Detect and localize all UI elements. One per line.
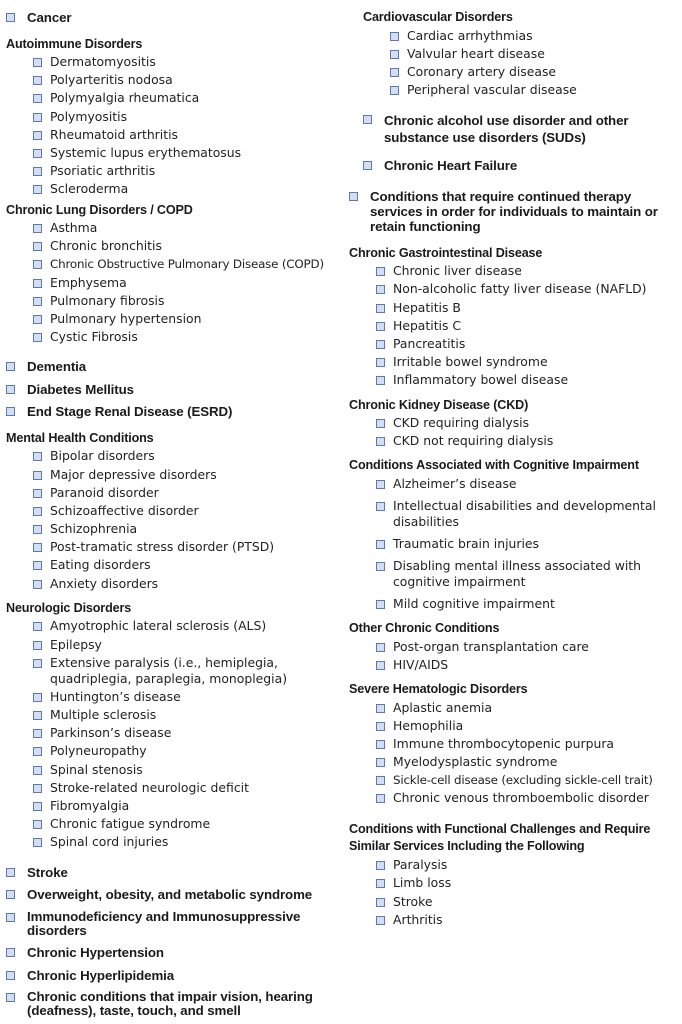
checkbox[interactable] [6,971,15,980]
checkbox[interactable] [376,776,385,785]
checkbox[interactable] [33,561,42,570]
checkbox[interactable] [33,580,42,589]
checkbox[interactable] [33,659,42,668]
item-label: Sickle-cell disease (excluding sickle-cell trait) [393,773,653,788]
list-item[interactable] [376,318,679,334]
cognitive-title: Conditions Associated with Cognitive Impairment [349,458,639,473]
list-item[interactable] [376,415,679,431]
diabetes-item[interactable] [6,382,342,397]
list-item[interactable] [33,707,342,723]
hypertension-item[interactable] [6,945,342,960]
checkbox[interactable] [6,993,15,1002]
list-item[interactable] [376,372,679,388]
list-item[interactable] [33,145,342,161]
neurologic-group [6,601,342,851]
item-label: Coronary artery disease [407,63,557,79]
immunodeficiency-item[interactable] [6,910,342,938]
list-item[interactable] [33,576,342,592]
list-item[interactable] [33,163,342,179]
checkbox[interactable] [33,820,42,829]
mental-health-title: Mental Health Conditions [6,430,154,445]
item-label: Bipolar disorders [50,448,155,464]
checkbox[interactable] [6,868,15,877]
item-label: HIV/AIDS [393,656,449,672]
kidney-title: Chronic Kidney Disease (CKD) [349,397,529,412]
list-item[interactable] [376,657,679,673]
functional-group [349,821,679,928]
mental-health-group [6,431,342,592]
list-item[interactable] [376,718,679,734]
list-item[interactable] [376,754,679,770]
checkbox[interactable] [376,376,385,385]
checkbox[interactable] [376,916,385,925]
checkbox[interactable] [390,50,399,59]
item-label: Dermatomyositis [50,54,156,69]
checkbox[interactable] [33,242,42,251]
checkbox[interactable] [376,600,385,609]
item-label: Huntington’s disease [50,688,181,704]
list-item[interactable] [376,281,679,297]
list-item[interactable] [33,798,342,814]
item-label: Hemophilia [393,717,464,733]
item-label: Rheumatoid arthritis [50,126,178,142]
list-item[interactable] [33,467,342,483]
checkbox[interactable] [33,224,42,233]
hematologic-group [349,682,679,806]
list-item[interactable] [376,558,679,590]
checkbox[interactable] [376,540,385,549]
item-label: Disabling mental illness associated with cognitive impairment [393,557,641,589]
item-label: Schizophrenia [50,521,138,537]
item-label: Systemic lupus erythematosus [50,144,242,160]
item-label: Fibromyalgia [50,798,130,813]
item-label: Major depressive disorders [50,466,217,482]
list-item[interactable] [33,220,342,236]
other-chronic-title: Other Chronic Conditions [349,621,500,636]
list-item[interactable] [33,311,342,327]
item-label: Pulmonary hypertension [50,310,202,326]
heart-failure-item[interactable] [363,158,679,173]
overweight-label: Overweight, obesity, and metabolic syndrome [27,887,313,903]
item-label: Extensive paralysis (i.e., hemiplegia, quadriplegia, paraplegia, monoplegia) [50,654,288,686]
gastrointestinal-title: Chronic Gastrointestinal Disease [349,245,543,260]
checkbox[interactable] [376,502,385,511]
checkbox[interactable] [376,562,385,571]
therapy-item[interactable] [349,189,679,234]
checkbox[interactable] [376,285,385,294]
checkbox[interactable] [33,167,42,176]
item-label: Psoriatic arthritis [50,163,156,179]
checkbox[interactable] [390,32,399,41]
item-label: Eating disorders [50,557,151,573]
checkbox[interactable] [33,131,42,140]
senses-item[interactable] [6,990,342,1018]
checkbox[interactable] [6,362,15,371]
lung-group [6,203,342,346]
checkbox[interactable] [376,861,385,870]
checkbox[interactable] [376,704,385,713]
heart-failure-label: Chronic Heart Failure [384,157,518,173]
item-label: Emphysema [50,274,127,290]
cancer-item[interactable] [6,10,342,25]
list-item[interactable] [376,263,679,279]
gastrointestinal-group [349,246,679,389]
other-chronic-group [349,621,679,673]
item-label: Chronic liver disease [393,263,522,279]
item-label: Post-tramatic stress disorder (PTSD) [50,539,275,555]
overweight-item[interactable] [6,887,342,902]
list-item[interactable] [376,536,679,552]
item-label: Mild cognitive impairment [393,595,555,611]
item-label: Limb loss [393,875,452,891]
list-item[interactable] [33,329,342,345]
list-item[interactable] [33,109,342,125]
list-item[interactable] [376,596,679,612]
checkbox[interactable] [33,315,42,324]
item-label: Irritable bowel syndrome [393,354,548,370]
checkbox[interactable] [376,643,385,652]
checkbox[interactable] [33,693,42,702]
item-label: Peripheral vascular disease [407,82,577,98]
item-label: Scleroderma [50,181,129,197]
checkbox[interactable] [376,267,385,276]
checkbox[interactable] [390,86,399,95]
hypertension-label: Chronic Hypertension [27,945,164,961]
cancer-label: Cancer [27,10,72,25]
checkbox[interactable] [6,890,15,899]
list-item[interactable] [33,90,342,106]
list-item[interactable] [33,618,342,634]
lung-title: Chronic Lung Disorders / COPD [6,202,193,217]
list-item[interactable] [33,448,342,464]
list-item[interactable] [33,127,342,143]
checkbox[interactable] [376,419,385,428]
list-item[interactable] [33,54,342,70]
list-item[interactable] [33,485,342,501]
right-column [349,10,679,930]
alcohol-label: Chronic alcohol use disorder and other substance use disorders (SUDs) [384,113,629,146]
item-label: Polyarteritis nodosa [50,72,173,88]
item-label: Amyotrophic lateral sclerosis (ALS) [50,618,267,634]
checkbox[interactable] [33,58,42,67]
item-label: CKD requiring dialysis [393,415,530,431]
checkbox[interactable] [33,838,42,847]
checkbox[interactable] [33,507,42,516]
list-item[interactable] [33,816,342,832]
list-item[interactable] [33,503,342,519]
checkbox[interactable] [376,898,385,907]
stroke-item[interactable] [6,865,342,880]
checkbox[interactable] [376,322,385,331]
item-label: Pulmonary fibrosis [50,292,165,308]
list-item[interactable] [33,521,342,537]
diabetes-label: Diabetes Mellitus [27,381,134,397]
checkbox[interactable] [376,722,385,731]
autoimmune-group [6,37,342,198]
checkbox[interactable] [390,68,399,77]
list-item[interactable] [33,557,342,573]
list-item[interactable] [33,780,342,796]
item-label: Parkinson’s disease [50,725,172,741]
checkbox[interactable] [349,192,358,201]
kidney-group [349,398,679,450]
item-label: Paralysis [393,857,448,873]
item-label: Cardiac arrhythmias [407,27,533,43]
checkbox[interactable] [376,340,385,349]
item-label: Multiple sclerosis [50,707,157,723]
checkbox[interactable] [376,661,385,670]
checkbox[interactable] [33,297,42,306]
checkbox[interactable] [33,622,42,631]
checkbox[interactable] [363,115,372,124]
list-item[interactable] [376,433,679,449]
item-label: Polymyositis [50,108,128,124]
list-item[interactable] [33,743,342,759]
checkbox[interactable] [33,747,42,756]
item-label: Stroke [393,893,433,909]
item-label: Anxiety disorders [50,575,159,591]
item-label: Non-alcoholic fatty liver disease (NAFLD) [393,281,647,297]
item-label: Epilepsy [50,636,102,652]
checkbox[interactable] [376,879,385,888]
checkbox[interactable] [6,407,15,416]
item-label: Schizoaffective disorder [50,502,199,518]
checkbox[interactable] [33,279,42,288]
checkbox[interactable] [33,489,42,498]
checkbox[interactable] [376,358,385,367]
checkbox[interactable] [33,76,42,85]
list-item[interactable] [33,637,342,653]
list-item[interactable] [376,857,679,873]
item-label: Polyneuropathy [50,743,147,759]
cognitive-group [349,458,679,612]
hyperlipidemia-label: Chronic Hyperlipidemia [27,967,175,983]
item-label: Cystic Fibrosis [50,329,138,345]
list-item[interactable] [376,772,679,788]
checkbox[interactable] [33,543,42,552]
checkbox[interactable] [376,740,385,749]
list-item[interactable] [33,539,342,555]
checkbox[interactable] [33,641,42,650]
list-item[interactable] [390,82,679,98]
item-label: Chronic Obstructive Pulmonary Disease (COPD) [50,257,324,272]
esrd-item[interactable] [6,404,342,419]
checkbox[interactable] [376,437,385,446]
dementia-item[interactable] [6,359,342,374]
checkbox[interactable] [33,711,42,720]
dementia-label: Dementia [27,359,87,375]
item-label: Alzheimer’s disease [393,475,517,491]
list-item[interactable] [376,700,679,716]
item-label: Chronic fatigue syndrome [50,816,211,832]
list-item[interactable] [376,476,679,492]
item-label: Chronic bronchitis [50,238,162,254]
list-item[interactable] [33,275,342,291]
checkbox[interactable] [33,260,42,269]
checkbox[interactable] [376,480,385,489]
list-item[interactable] [33,72,342,88]
item-label: Stroke-related neurologic deficit [50,779,249,795]
item-label: Aplastic anemia [393,699,493,715]
list-item[interactable] [33,689,342,705]
list-item[interactable] [376,790,679,806]
checkbox[interactable] [33,94,42,103]
left-column [6,10,342,1023]
neurologic-title: Neurologic Disorders [6,600,132,615]
list-item[interactable] [376,498,679,530]
checkbox[interactable] [6,913,15,922]
hematologic-title: Severe Hematologic Disorders [349,682,528,696]
checkbox[interactable] [33,471,42,480]
esrd-label: End Stage Renal Disease (ESRD) [27,404,233,420]
stroke-label: Stroke [27,864,68,880]
item-label: Arthritis [393,911,443,927]
item-label: Spinal stenosis [50,761,143,777]
checkbox[interactable] [6,13,15,22]
item-label: Post-organ transplantation care [393,638,589,654]
list-item[interactable] [33,725,342,741]
checkbox[interactable] [376,304,385,313]
checkbox[interactable] [33,784,42,793]
item-label: Hepatitis B [393,299,461,315]
list-item[interactable] [376,875,679,891]
list-item[interactable] [376,894,679,910]
checkbox[interactable] [33,766,42,775]
list-item[interactable] [376,354,679,370]
checkbox[interactable] [33,149,42,158]
item-label: Pancreatitis [393,336,466,351]
list-item[interactable] [33,238,342,254]
list-item[interactable] [376,639,679,655]
hyperlipidemia-item[interactable] [6,968,342,983]
checkbox[interactable] [33,333,42,342]
list-item[interactable] [33,256,342,272]
checkbox[interactable] [6,385,15,394]
checkbox[interactable] [33,802,42,811]
item-label: Paranoid disorder [50,484,159,500]
checkbox[interactable] [376,794,385,803]
checkbox[interactable] [33,525,42,534]
item-label: Asthma [50,220,98,235]
item-label: Spinal cord injuries [50,834,169,850]
item-label: Valvular heart disease [407,45,545,61]
item-label: CKD not requiring dialysis [393,433,554,449]
functional-title: Conditions with Functional Challenges and Require Similar Services Including the Following [349,821,651,853]
item-label: Immune thrombocytopenic purpura [393,735,615,751]
list-item[interactable] [376,336,679,352]
checkbox[interactable] [363,161,372,170]
alcohol-item[interactable] [363,112,679,146]
item-label: Myelodysplastic syndrome [393,754,558,770]
list-item[interactable] [33,834,342,850]
item-label: Traumatic brain injuries [393,535,539,551]
list-item[interactable] [390,46,679,62]
list-item[interactable] [33,293,342,309]
item-label: Intellectual disabilities and developmental disabilities [393,497,656,529]
list-item[interactable] [390,28,679,44]
checkbox[interactable] [33,729,42,738]
list-item[interactable] [390,64,679,80]
checkbox[interactable] [33,452,42,461]
item-label: Polymyalgia rheumatica [50,90,200,106]
item-label: Chronic venous thromboembolic disorder [393,790,649,806]
checkbox[interactable] [33,185,42,194]
list-item[interactable] [376,912,679,928]
list-item[interactable] [33,181,342,197]
list-item[interactable] [376,300,679,316]
autoimmune-title: Autoimmune Disorders [6,36,143,51]
item-label: Inflammatory bowel disease [393,372,569,388]
cardiovascular-group [363,10,679,98]
list-item[interactable] [376,736,679,752]
list-item[interactable] [33,655,342,687]
list-item[interactable] [33,762,342,778]
therapy-label: Conditions that require continued therapy services in order for individuals to maintain or retain functioning [370,189,658,235]
cardiovascular-title: Cardiovascular Disorders [363,10,513,24]
immunodeficiency-label: Immunodeficiency and Immunosuppressive disorders [27,908,301,938]
item-label: Hepatitis C [393,317,462,333]
checkbox[interactable] [33,113,42,122]
checkbox[interactable] [376,758,385,767]
checkbox[interactable] [6,948,15,957]
senses-label: Chronic conditions that impair vision, hearing (deafness), taste, touch, and smell [27,989,313,1019]
